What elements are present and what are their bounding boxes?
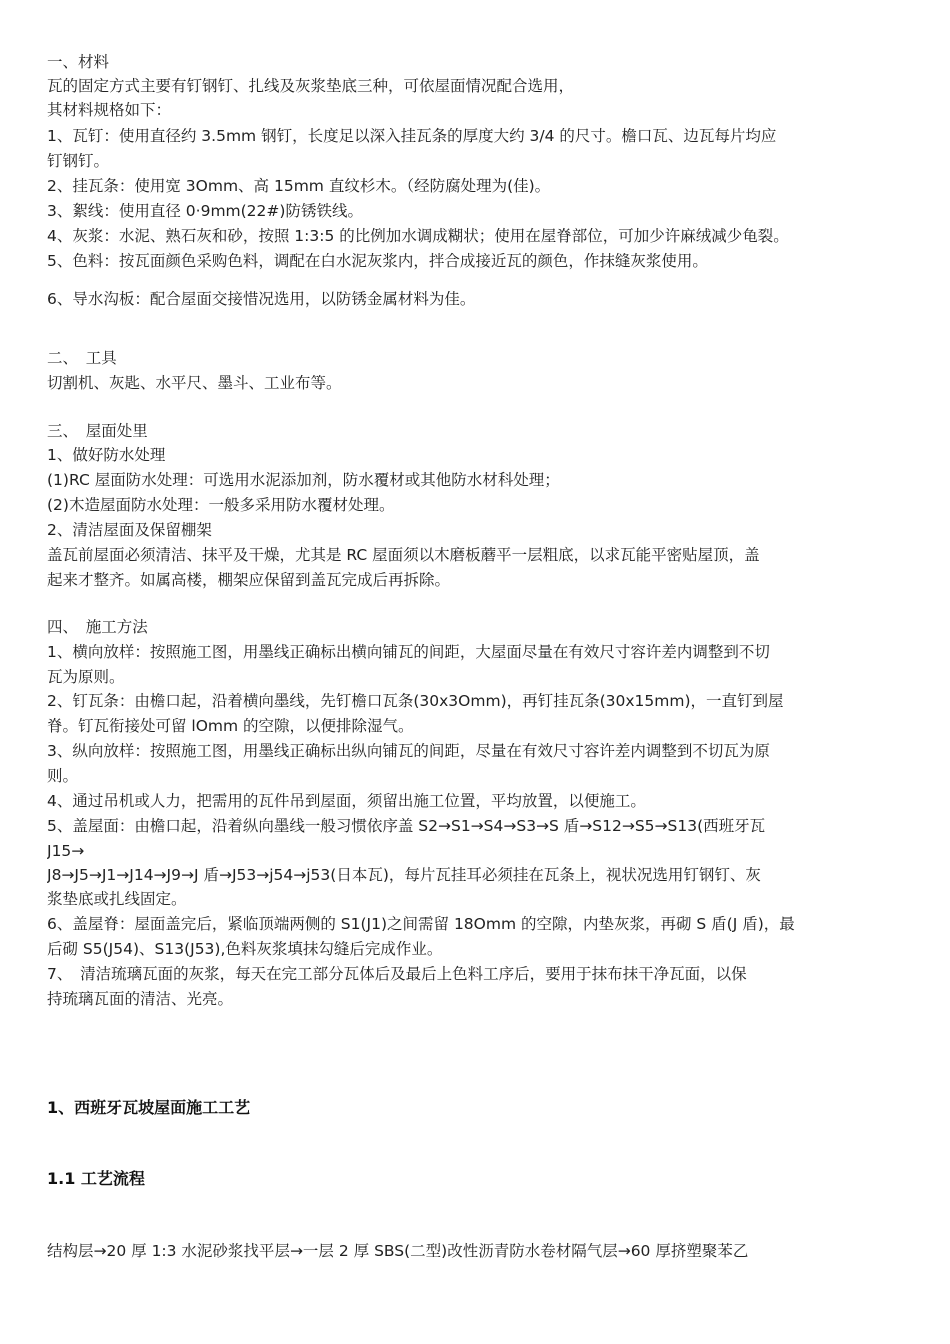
material-item-5: 5、色料：按瓦面颜色采购色料，调配在白水泥灰浆内，拌合成接近瓦的颜色，作抹缝灰浆使用。 bbox=[47, 252, 708, 270]
section-1-intro: 瓦的固定方式主要有钉钢钉、扎线及灰浆垫底三种，可依屋面情况配合选用， bbox=[47, 77, 575, 95]
method-step-1-cont: 瓦为原则。 bbox=[47, 668, 125, 686]
method-step-5-cont: J8→J5→J1→J14→J9→J 盾→J53→j54→j53(日本瓦)，每片瓦挂耳必须挂在瓦条上，视状况选用钉钢钉、灰 bbox=[47, 866, 761, 884]
section-3-sub-2: 2、清洁屋面及保留棚架 bbox=[47, 521, 212, 539]
material-item-4: 4、灰浆：水泥、熟石灰和砂，按照 1:3:5 的比例加水调成糊状；使用在屋脊部位，可加少许麻绒减少龟裂。 bbox=[47, 227, 789, 245]
material-item-6: 6、导水沟板：配合屋面交接惜况选用，以防锈金属材料为佳。 bbox=[47, 290, 476, 308]
section-3-heading: 三、 屋面处里 bbox=[47, 422, 148, 440]
section-4-heading: 四、 施工方法 bbox=[47, 618, 148, 636]
section-3-sub-1-a: (1)RC 屋面防水处理：可选用水泥添加剂，防水覆材或其他防水材科处理； bbox=[47, 471, 560, 489]
method-step-2-cont: 脊。钉瓦衔接处可留 lOmm 的空隙，以便排除湿气。 bbox=[47, 717, 414, 735]
method-step-1: 1、横向放样：按照施工图，用墨线正确标出横向铺瓦的间距，大屋面尽量在有效尺寸容许差内调整到不切 bbox=[47, 643, 770, 661]
method-step-6: 6、盖屋脊：屋面盖完后，紧临顶端两侧的 S1(J1)之间需留 18Omm 的空隙，内垫灰浆，再砌 S 盾(J 盾)，最 bbox=[47, 915, 795, 933]
section-1-heading: 一、材料 bbox=[47, 53, 110, 71]
part-2-title: 1、西班牙瓦坡屋面施工工艺 bbox=[47, 1098, 251, 1117]
method-step-6-cont: 后砌 S5(J54)、S13(J53),色料灰浆填抹勾缝后完成作业。 bbox=[47, 940, 443, 958]
method-step-5-cont: J15→ bbox=[47, 842, 85, 860]
section-2-body: 切割机、灰匙、水平尺、墨斗、工业布等。 bbox=[47, 374, 342, 392]
method-step-2: 2、钉瓦条：由檐口起，沿着横向墨线，先钉檐口瓦条(30x3Omm)，再钉挂瓦条(30x15mm)，一直钉到屋 bbox=[47, 692, 784, 710]
section-2-heading: 二、 工具 bbox=[47, 349, 117, 367]
section-1-intro: 其材料规格如下： bbox=[47, 101, 172, 119]
method-step-3-cont: 则。 bbox=[47, 767, 79, 785]
method-step-3: 3、纵向放样：按照施工图，用墨线正确标出纵向铺瓦的间距，尽量在有效尺寸容许差内调整到不切瓦为原 bbox=[47, 742, 770, 760]
process-flow-text: 结构层→20 厚 1:3 水泥砂浆找平层→一层 2 厚 SBS(二型)改性沥青防水卷材隔气层→60 厚挤塑聚苯乙 bbox=[47, 1242, 749, 1260]
method-step-5: 5、盖屋面：由檐口起，沿着纵向墨线一般习惯依序盖 S2→S1→S4→S3→S 盾→S12→S5→S13(西班牙瓦 bbox=[47, 817, 766, 835]
material-item-3: 3、絮线：使用直径 0·9mm(22#)防锈铁线。 bbox=[47, 202, 363, 220]
method-step-7-cont: 持琉璃瓦面的清洁、光亮。 bbox=[47, 990, 234, 1008]
material-item-1: 1、瓦钉：使用直径约 3.5mm 钢钉，长度足以深入挂瓦条的厚度大约 3/4 的尺寸。檐口瓦、边瓦每片均应 bbox=[47, 127, 777, 145]
material-item-1-cont: 钉钢钉。 bbox=[47, 152, 110, 170]
section-3-sub-1: 1、做好防水处理 bbox=[47, 446, 166, 464]
section-3-sub-1-b: (2)木造屋面防水处理：一般多采用防水覆材处理。 bbox=[47, 496, 395, 514]
method-step-7: 7、 清洁琉璃瓦面的灰浆，每天在完工部分瓦体后及最后上色料工序后，要用于抹布抹干净瓦面，以保 bbox=[47, 965, 747, 983]
material-item-2: 2、挂瓦条：使用宽 3Omm、高 15mm 直纹杉木。（经防腐处理为(佳)。 bbox=[47, 177, 551, 195]
section-3-sub-2-body-cont: 起来才整齐。如属高楼，棚架应保留到盖瓦完成后再拆除。 bbox=[47, 571, 451, 589]
method-step-5-cont: 浆垫底或扎线固定。 bbox=[47, 890, 187, 908]
method-step-4: 4、通过吊机或人力，把需用的瓦件吊到屋面，须留出施工位置，平均放置，以便施工。 bbox=[47, 792, 646, 810]
part-2-subtitle: 1.1 工艺流程 bbox=[47, 1169, 145, 1188]
section-3-sub-2-body: 盖瓦前屋面必须清洁、抹平及干燥，尤其是 RC 屋面须以木磨板蘑平一层粗底，以求瓦能平密贴屋顶，盖 bbox=[47, 546, 760, 564]
